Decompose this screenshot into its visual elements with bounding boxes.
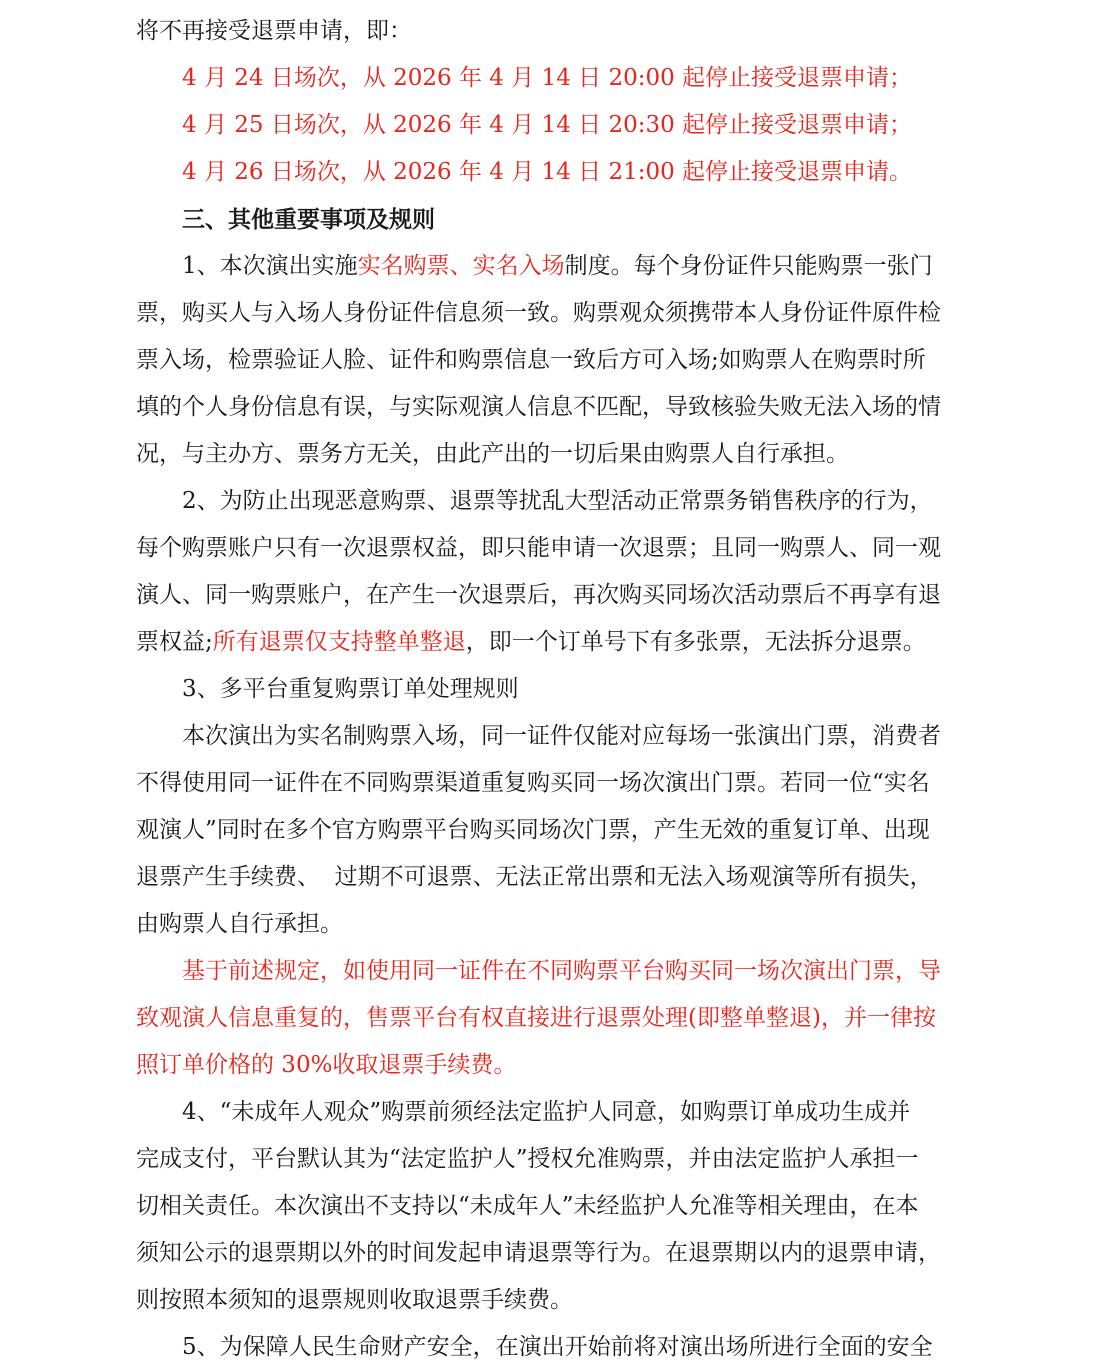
item2-line3-text: 演人、同一购票账户，在产生一次退票后，再次购买同场次活动票后不再享有退 xyxy=(136,582,941,608)
item4-line4 xyxy=(136,1230,966,1277)
item3-p2-line2-text: 致观演人信息重复的，售票平台有权直接进行退票处理(即整单整退)，并一律按 xyxy=(136,1005,936,1031)
refund-deadline-0425 xyxy=(136,102,966,149)
item3-p1-line2-text: 不得使用同一证件在不同购票渠道重复购买同一场次演出门票。若同一位“实名 xyxy=(136,770,930,796)
item2-highlight: 所有退票仅支持整单整退 xyxy=(212,629,466,655)
document-page xyxy=(136,8,966,1371)
item3-p2-line3-text: 照订单价格的 30%收取退票手续费。 xyxy=(136,1052,517,1078)
item1-line5 xyxy=(136,431,966,478)
item2-line1-text: 2、为防止出现恶意购票、退票等扰乱大型活动正常票务销售秩序的行为， xyxy=(182,488,933,514)
intro-tail-line xyxy=(136,8,966,55)
item1-line1 xyxy=(136,243,966,290)
item3-title xyxy=(136,666,966,713)
item3-p1-line3 xyxy=(136,807,966,854)
item3-p2-line3 xyxy=(136,1042,966,1089)
item1-highlight: 实名购票、实名入场 xyxy=(357,253,565,279)
item1-line4-text: 填的个人身份信息有误，与实际观演人信息不匹配，导致核验失败无法入场的情 xyxy=(136,394,941,420)
item1-line2 xyxy=(136,290,966,337)
item3-p1-line1 xyxy=(136,713,966,760)
item3-p2-line2 xyxy=(136,995,966,1042)
item4-line5 xyxy=(136,1277,966,1324)
item1-line3-text: 票入场，检票验证人脸、证件和购票信息一致后方可入场;如购票人在购票时所 xyxy=(136,347,926,373)
item3-title-text: 3、多平台重复购票订单处理规则 xyxy=(182,676,519,702)
item3-p1-line5-text: 由购票人自行承担。 xyxy=(136,911,343,937)
item5-line1 xyxy=(136,1324,966,1371)
item3-p2-line1-text: 基于前述规定，如使用同一证件在不同购票平台购买同一场次演出门票，导 xyxy=(182,958,941,984)
item2-line2 xyxy=(136,525,966,572)
item4-line1 xyxy=(136,1089,966,1136)
item5-line1-text: 5、为保障人民生命财产安全，在演出开始前将对演出场所进行全面的安全 xyxy=(182,1334,933,1360)
item1-lead: 1、本次演出实施 xyxy=(182,253,358,279)
item3-p1-line2 xyxy=(136,760,966,807)
item4-line1-text: 4、“未成年人观众”购票前须经法定监护人同意，如购票订单成功生成并 xyxy=(182,1099,911,1125)
intro-tail-text: 将不再接受退票申请，即： xyxy=(136,18,412,44)
item4-line3-text: 切相关责任。本次演出不支持以“未成年人”未经监护人允准等相关理由，在本 xyxy=(136,1193,919,1219)
item4-line4-text: 须知公示的退票期以外的时间发起申请退票等行为。在退票期以内的退票申请， xyxy=(136,1240,941,1266)
item4-line3 xyxy=(136,1183,966,1230)
item4-line2-text: 完成支付，平台默认其为“法定监护人”授权允准购票，并由法定监护人承担一 xyxy=(136,1146,919,1172)
item1-line3 xyxy=(136,337,966,384)
item2-line4-lead: 票权益; xyxy=(136,629,213,655)
refund-deadline-text: 4 月 24 日场次，从 2026 年 4 月 14 日 20:00 起停止接受退票申请； xyxy=(182,65,913,91)
refund-deadline-text: 4 月 26 日场次，从 2026 年 4 月 14 日 21:00 起停止接受退票申请。 xyxy=(182,159,913,185)
section3-heading-text: 三、其他重要事项及规则 xyxy=(182,206,435,233)
item3-p1-line4 xyxy=(136,854,966,901)
refund-deadline-0424 xyxy=(136,55,966,102)
item3-p2-line1 xyxy=(136,948,966,995)
item1-line2-text: 票，购买人与入场人身份证件信息须一致。购票观众须携带本人身份证件原件检 xyxy=(136,300,941,326)
item3-p1-line5 xyxy=(136,901,966,948)
item1-line1-tail: 制度。每个身份证件只能购票一张门 xyxy=(564,253,933,279)
refund-deadline-0426 xyxy=(136,149,966,196)
item3-p1-line4-text: 退票产生手续费、 过期不可退票、无法正常出票和无法入场观演等所有损失， xyxy=(136,864,933,890)
item2-line2-text: 每个购票账户只有一次退票权益，即只能申请一次退票；且同一购票人、同一观 xyxy=(136,535,941,561)
item2-line3 xyxy=(136,572,966,619)
item2-line1 xyxy=(136,478,966,525)
item2-line4-tail: ，即一个订单号下有多张票，无法拆分退票。 xyxy=(465,629,926,655)
item1-line4 xyxy=(136,384,966,431)
item4-line2 xyxy=(136,1136,966,1183)
refund-deadline-text: 4 月 25 日场次，从 2026 年 4 月 14 日 20:30 起停止接受退票申请； xyxy=(182,112,913,138)
item3-p1-line1-text: 本次演出为实名制购票入场，同一证件仅能对应每场一张演出门票，消费者 xyxy=(182,723,941,749)
section3-heading xyxy=(136,196,966,243)
item4-line5-text: 则按照本须知的退票规则收取退票手续费。 xyxy=(136,1287,573,1313)
item1-line5-text: 况，与主办方、票务方无关，由此产出的一切后果由购票人自行承担。 xyxy=(136,441,849,467)
item2-line4 xyxy=(136,619,966,666)
item3-p1-line3-text: 观演人”同时在多个官方购票平台购买同场次门票，产生无效的重复订单、出现 xyxy=(136,817,930,843)
